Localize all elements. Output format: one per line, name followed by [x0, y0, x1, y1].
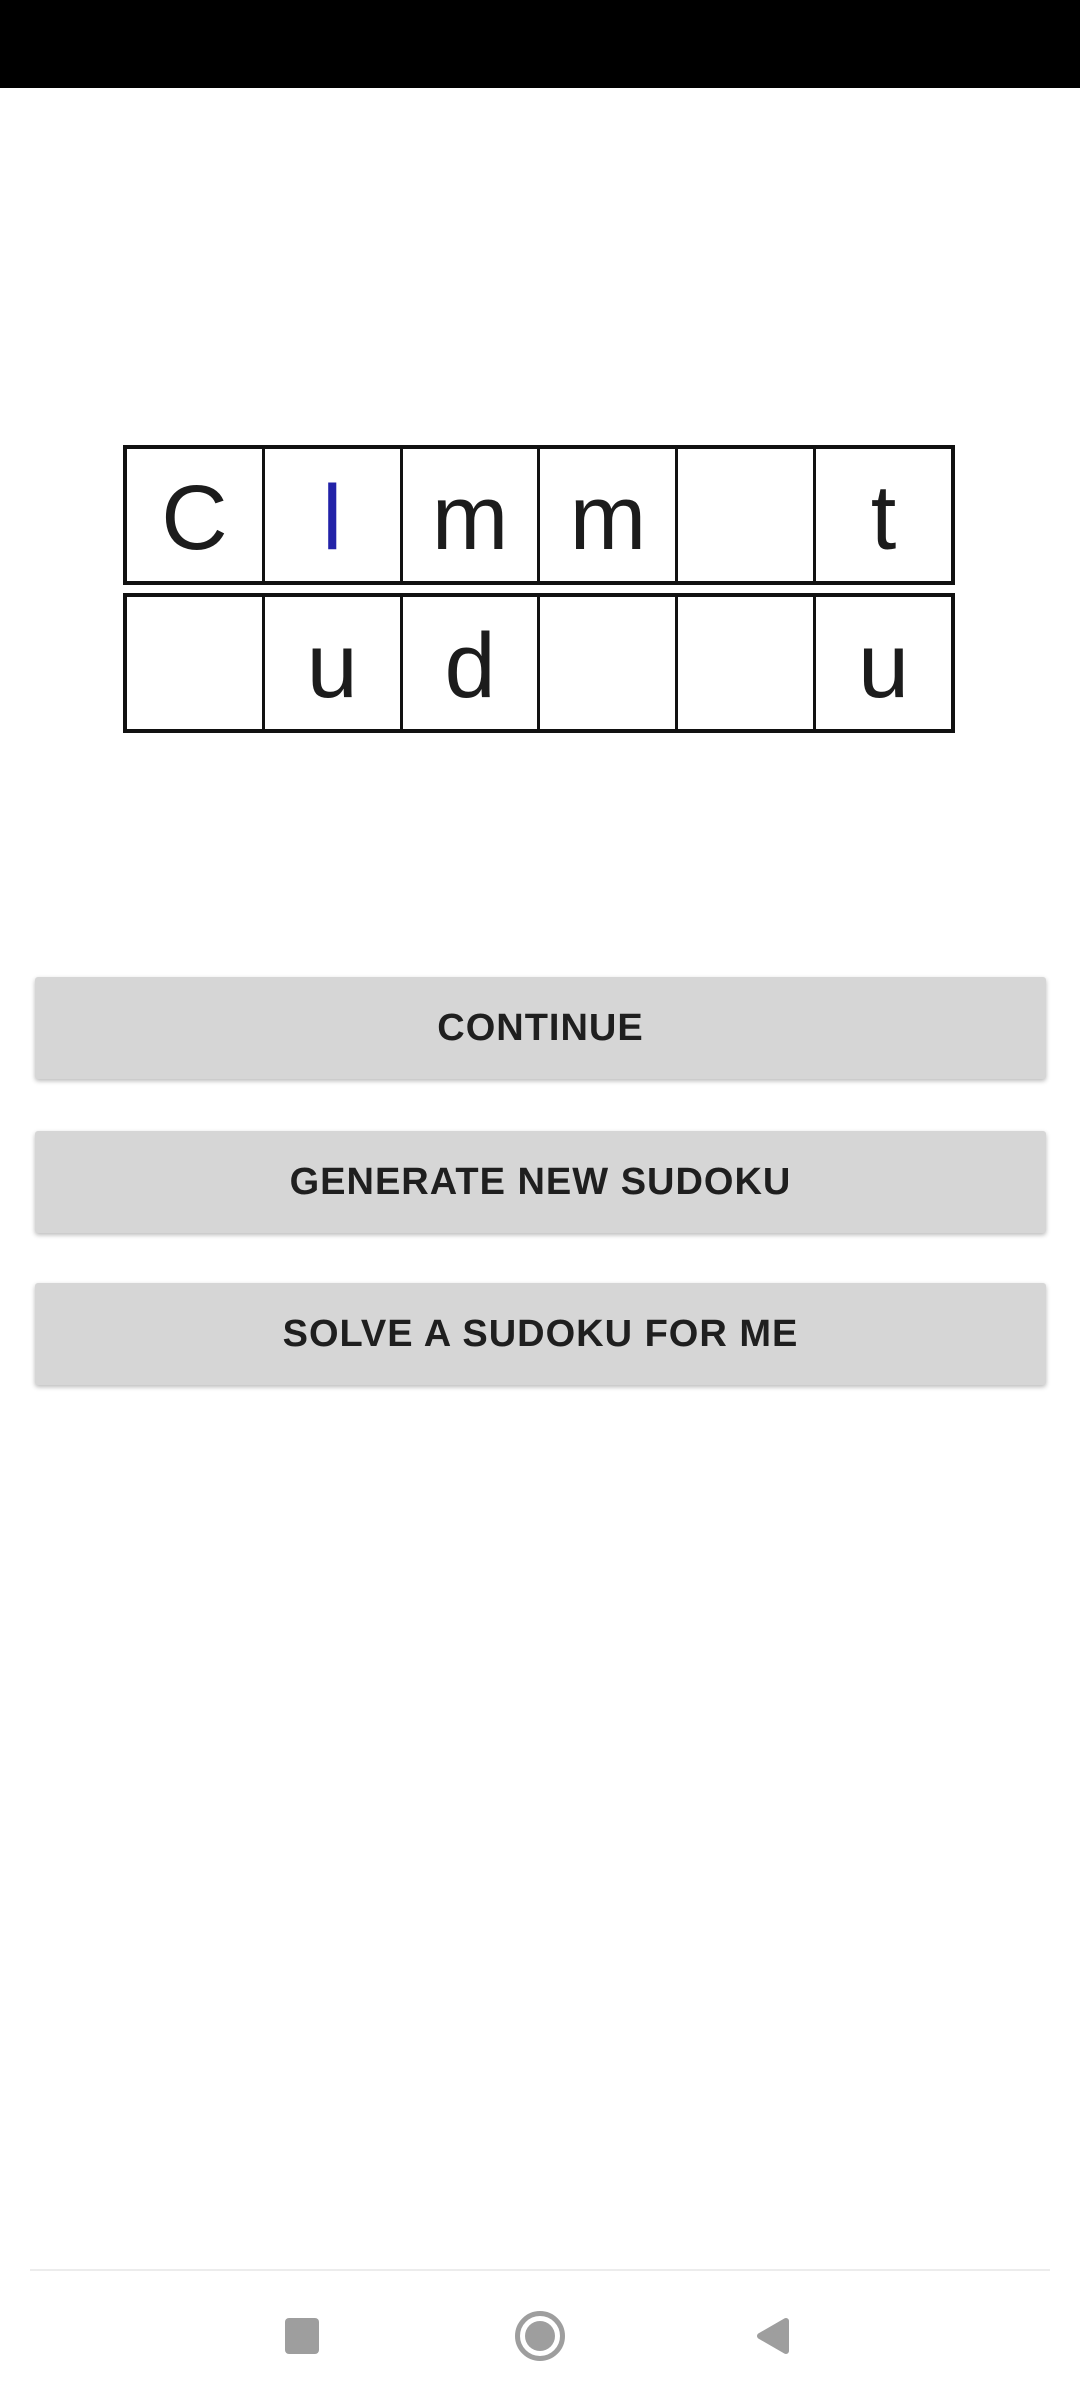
grid-row-2	[123, 593, 955, 733]
grid-cell-r2c6: u	[813, 597, 951, 729]
back-triangle-icon	[754, 2315, 792, 2357]
grid-cell-r1c5	[675, 449, 813, 581]
grid-cell-r2c1	[127, 597, 262, 729]
grid-row-1	[123, 445, 955, 585]
grid-cell-r2c4	[537, 597, 675, 729]
grid-cell-r1c3: m	[400, 449, 538, 581]
grid-cell-r1c6: t	[813, 449, 951, 581]
grid-cell-r1c4: m	[537, 449, 675, 581]
home-circle-dot	[525, 2321, 555, 2351]
status-bar	[0, 0, 1080, 88]
home-circle-icon	[515, 2311, 565, 2361]
grid-cell-r1c2: l	[262, 449, 400, 581]
generate-new-sudoku-button[interactable]: GENERATE NEW SUDOKU	[35, 1131, 1046, 1233]
recents-square-icon	[285, 2318, 319, 2354]
recents-button[interactable]	[242, 2271, 362, 2400]
logo-letter-grid	[123, 445, 955, 741]
navigation-bar	[0, 2271, 1080, 2400]
solve-a-sudoku-button[interactable]: SOLVE A SUDOKU FOR ME	[35, 1283, 1046, 1385]
grid-cell-r2c3: d	[400, 597, 538, 729]
continue-button[interactable]: CONTINUE	[35, 977, 1046, 1079]
grid-cell-r2c2: u	[262, 597, 400, 729]
back-button[interactable]	[713, 2271, 833, 2400]
grid-cell-r2c5	[675, 597, 813, 729]
grid-cell-r1c1: C	[161, 467, 228, 569]
home-button[interactable]	[480, 2271, 600, 2400]
